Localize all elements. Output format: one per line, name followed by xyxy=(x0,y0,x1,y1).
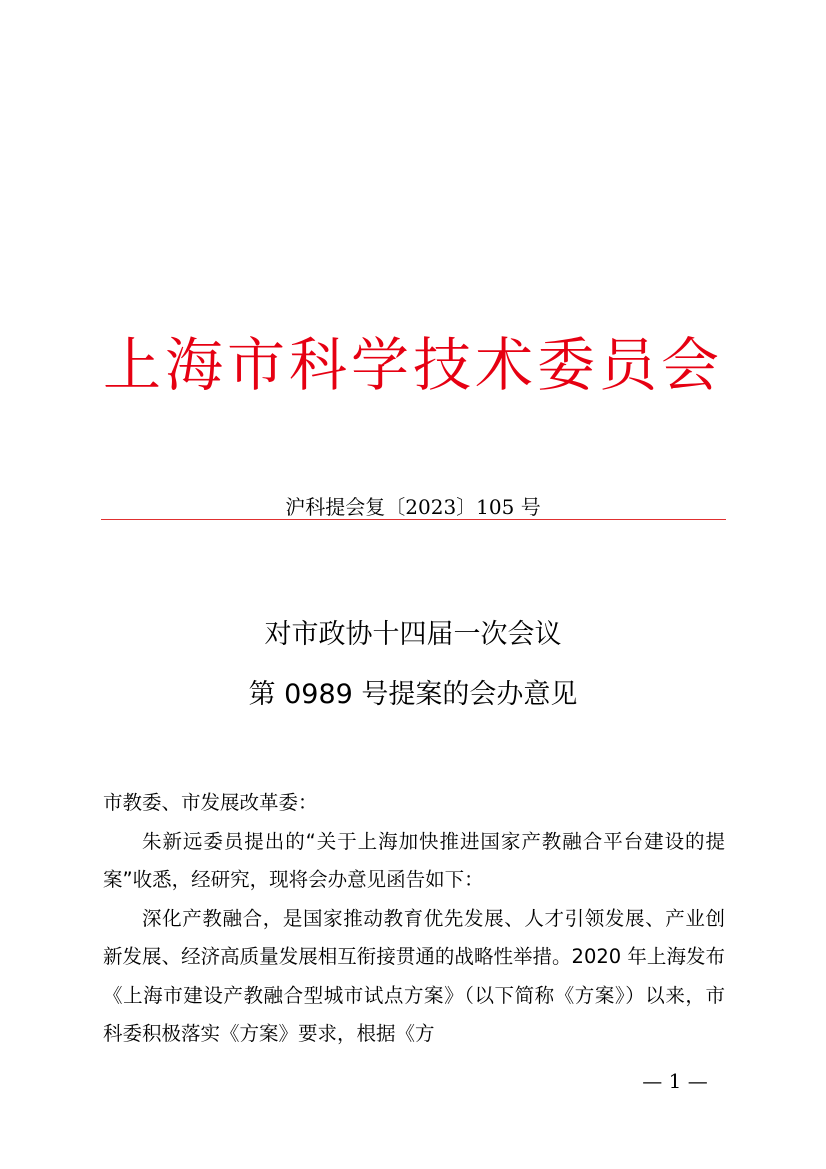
document-title-line-1: 对市政协十四届一次会议 xyxy=(264,619,562,650)
addressee: 市教委、市发展改革委： xyxy=(103,791,318,814)
header-divider xyxy=(101,519,726,520)
document-body xyxy=(103,784,725,1054)
page-number: — 1 — xyxy=(642,1069,708,1093)
body-paragraph-2: 深化产教融合，是国家推动教育优先发展、人才引领发展、产业创新发展、经济高质量发展相互衔接贯通的战略性举措。2020 年上海发布《上海市建设产教融合型城市试点方案》（以下简称《方案》）以来，市科委积极落实《方案》要求，根据《方 xyxy=(103,906,725,1045)
org-title: 上海市科学技术委员会 xyxy=(102,331,723,399)
document-title-line-2: 第 0989 号提案的会办意见 xyxy=(248,679,578,710)
body-paragraph-1: 朱新远委员提出的“关于上海加快推进国家产教融合平台建设的提案”收悉，经研究，现将会办意见函告如下： xyxy=(103,829,725,891)
document-number: 沪科提会复〔2023〕105 号 xyxy=(285,495,541,519)
